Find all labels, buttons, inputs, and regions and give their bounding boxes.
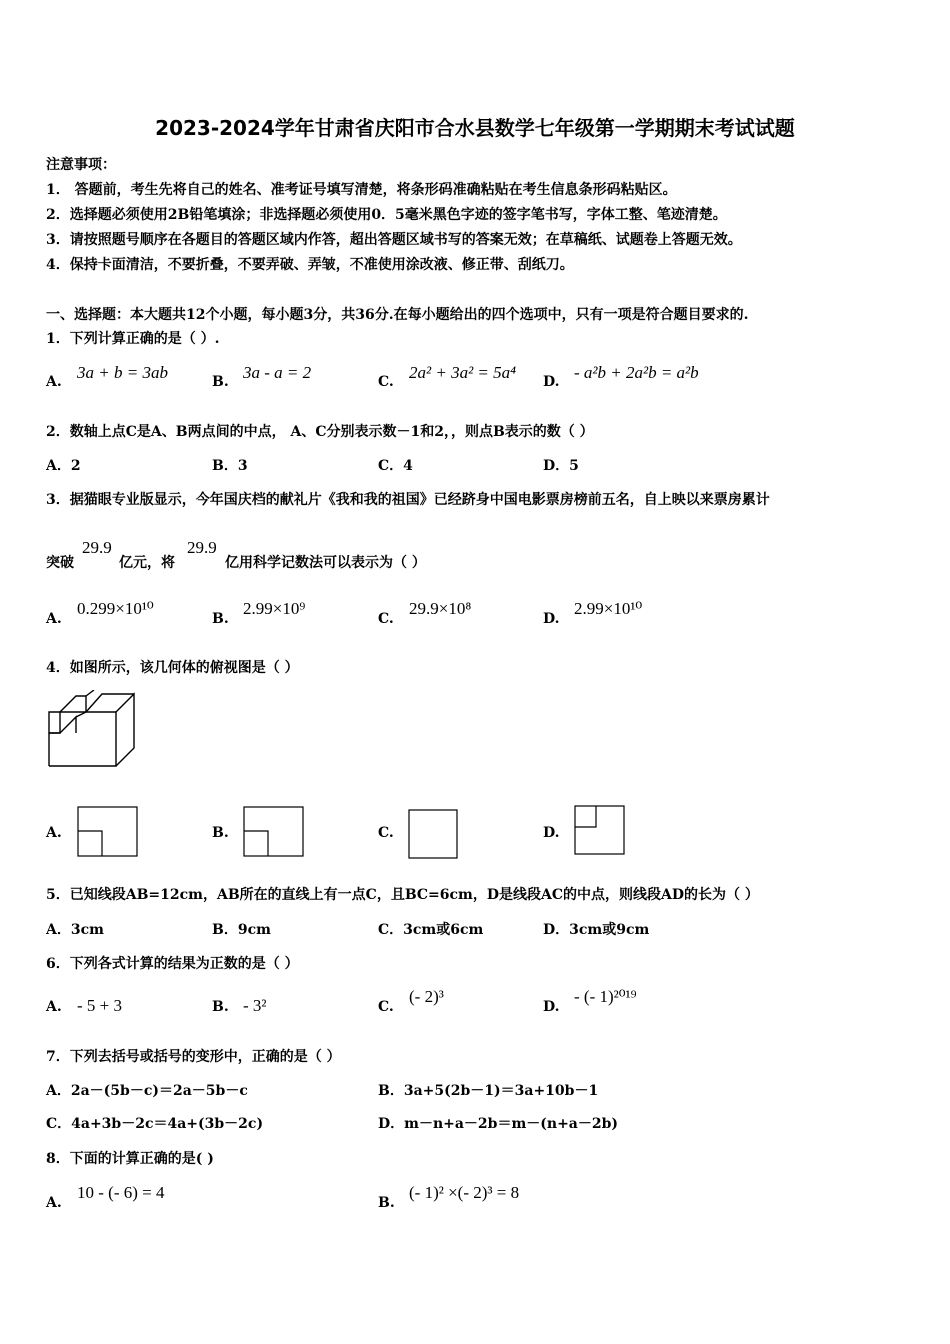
q6-option-d: - (- 1)²⁰¹⁹ — [574, 987, 637, 1006]
q6-stem: 6．下列各式计算的结果为正数的是（ ） — [46, 956, 299, 972]
q7-option-b: B．3a+5(2b－1)＝3a+10b－1 — [378, 1083, 599, 1099]
q2-option-c: C．4 — [378, 458, 413, 474]
q6-label-c: C. — [378, 999, 394, 1015]
q4-option-a-figure — [77, 806, 139, 858]
q6-label-b: B. — [212, 999, 229, 1015]
q5-option-a: A．3cm — [46, 922, 104, 938]
q3-option-b: 2.99×10⁹ — [243, 599, 306, 618]
q7-stem: 7．下列去括号或括号的变形中，正确的是（ ） — [46, 1049, 341, 1065]
q4-stem: 4．如图所示，该几何体的俯视图是（ ） — [46, 660, 299, 676]
notice-item: 2．选择题必须使用2B铅笔填涂；非选择题必须使用0．5毫米黑色字迹的签字笔书写，字体工整、笔迹清楚。 — [46, 207, 727, 223]
q3-stem-part-a: 突破 — [46, 555, 74, 571]
q8-label-b: B. — [378, 1195, 395, 1211]
q8-option-b: (- 1)² ×(- 2)³ = 8 — [409, 1183, 520, 1202]
notice-item: 1． 答题前，考生先将自己的姓名、准考证号填写清楚，将条形码准确粘贴在考生信息条形码粘贴区。 — [46, 182, 677, 198]
q1-label-b: B. — [212, 374, 229, 390]
q5-option-c: C．3cm或6cm — [378, 922, 484, 938]
q1-option-a: 3a + b = 3ab — [77, 363, 168, 382]
notice-item: 4．保持卡面清洁，不要折叠，不要弄破、弄皱，不准使用涂改液、修正带、刮纸刀。 — [46, 257, 574, 273]
q3-option-d: 2.99×10¹⁰ — [574, 599, 643, 618]
q4-option-b-figure — [243, 806, 305, 858]
q4-option-c-figure — [408, 809, 460, 861]
q1-option-c: 2a² + 3a² = 5a⁴ — [409, 363, 517, 382]
q1-label-d: D. — [543, 374, 560, 390]
q7-option-a: A．2a－(5b－c)＝2a－5b－c — [46, 1083, 248, 1099]
q5-stem: 5．已知线段AB=12cm，AB所在的直线上有一点C，且BC=6cm，D是线段AC的中点，则线段AD的长为（ ） — [46, 887, 759, 903]
q1-stem: 1．下列计算正确的是（ ）. — [46, 331, 220, 347]
q4-solid-figure — [46, 690, 140, 770]
q4-label-a: A. — [46, 825, 62, 841]
q3-label-d: D. — [543, 611, 560, 627]
q8-stem: 8．下面的计算正确的是( ) — [46, 1151, 214, 1167]
q1-label-c: C. — [378, 374, 394, 390]
q4-label-b: B. — [212, 825, 229, 841]
q4-label-c: C. — [378, 825, 394, 841]
q6-label-a: A. — [46, 999, 62, 1015]
q1-option-d: - a²b + 2a²b = a²b — [574, 363, 699, 382]
q5-option-d: D．3cm或9cm — [543, 922, 650, 938]
q6-option-c: (- 2)³ — [409, 987, 444, 1006]
q2-option-b: B．3 — [212, 458, 248, 474]
q3-stem-line1: 3．据猫眼专业版显示，今年国庆档的献礼片《我和我的祖国》已经跻身中国电影票房榜前五名，自上映以来票房累计 — [46, 492, 770, 508]
q3-label-a: A. — [46, 611, 62, 627]
q2-option-d: D．5 — [543, 458, 579, 474]
notice-item: 3．请按照题号顺序在各题目的答题区域内作答，超出答题区域书写的答案无效；在草稿纸、试题卷上答题无效。 — [46, 232, 742, 248]
page-title: 2023-2024学年甘肃省庆阳市合水县数学七年级第一学期期末考试试题 — [155, 116, 795, 140]
q1-label-a: A. — [46, 374, 62, 390]
q5-option-b: B．9cm — [212, 922, 271, 938]
q8-option-a: 10 - (- 6) = 4 — [77, 1183, 165, 1202]
q2-option-a: A．2 — [46, 458, 81, 474]
q3-number: 29.9 — [82, 538, 112, 557]
q1-option-b: 3a - a = 2 — [243, 363, 312, 382]
q6-label-d: D. — [543, 999, 560, 1015]
q4-option-d-figure — [574, 805, 628, 857]
q3-label-c: C. — [378, 611, 394, 627]
q2-stem: 2．数轴上点C是A、B两点间的中点， A、C分别表示数－1和2，，则点B表示的数（ ） — [46, 424, 594, 440]
q3-option-a: 0.299×10¹⁰ — [77, 599, 154, 618]
notice-heading: 注意事项： — [46, 157, 116, 173]
q3-number: 29.9 — [187, 538, 217, 557]
section-heading: 一、选择题：本大题共12个小题，每小题3分，共36分.在每小题给出的四个选项中，只有一项是符合题目要求的. — [46, 307, 749, 323]
q7-option-c: C．4a+3b－2c＝4a+(3b－2c) — [46, 1116, 264, 1132]
q6-option-b: - 3² — [243, 996, 267, 1015]
q6-option-a: - 5 + 3 — [77, 996, 122, 1015]
q3-stem-part-c: 亿用科学记数法可以表示为（ ） — [225, 555, 426, 571]
q4-label-d: D. — [543, 825, 560, 841]
q7-option-d: D．m－n+a－2b＝m－(n+a－2b) — [378, 1116, 619, 1132]
q3-label-b: B. — [212, 611, 229, 627]
q8-label-a: A. — [46, 1195, 62, 1211]
q3-stem-part-b: 亿元，将 — [119, 555, 175, 571]
q3-option-c: 29.9×10⁸ — [409, 599, 472, 618]
